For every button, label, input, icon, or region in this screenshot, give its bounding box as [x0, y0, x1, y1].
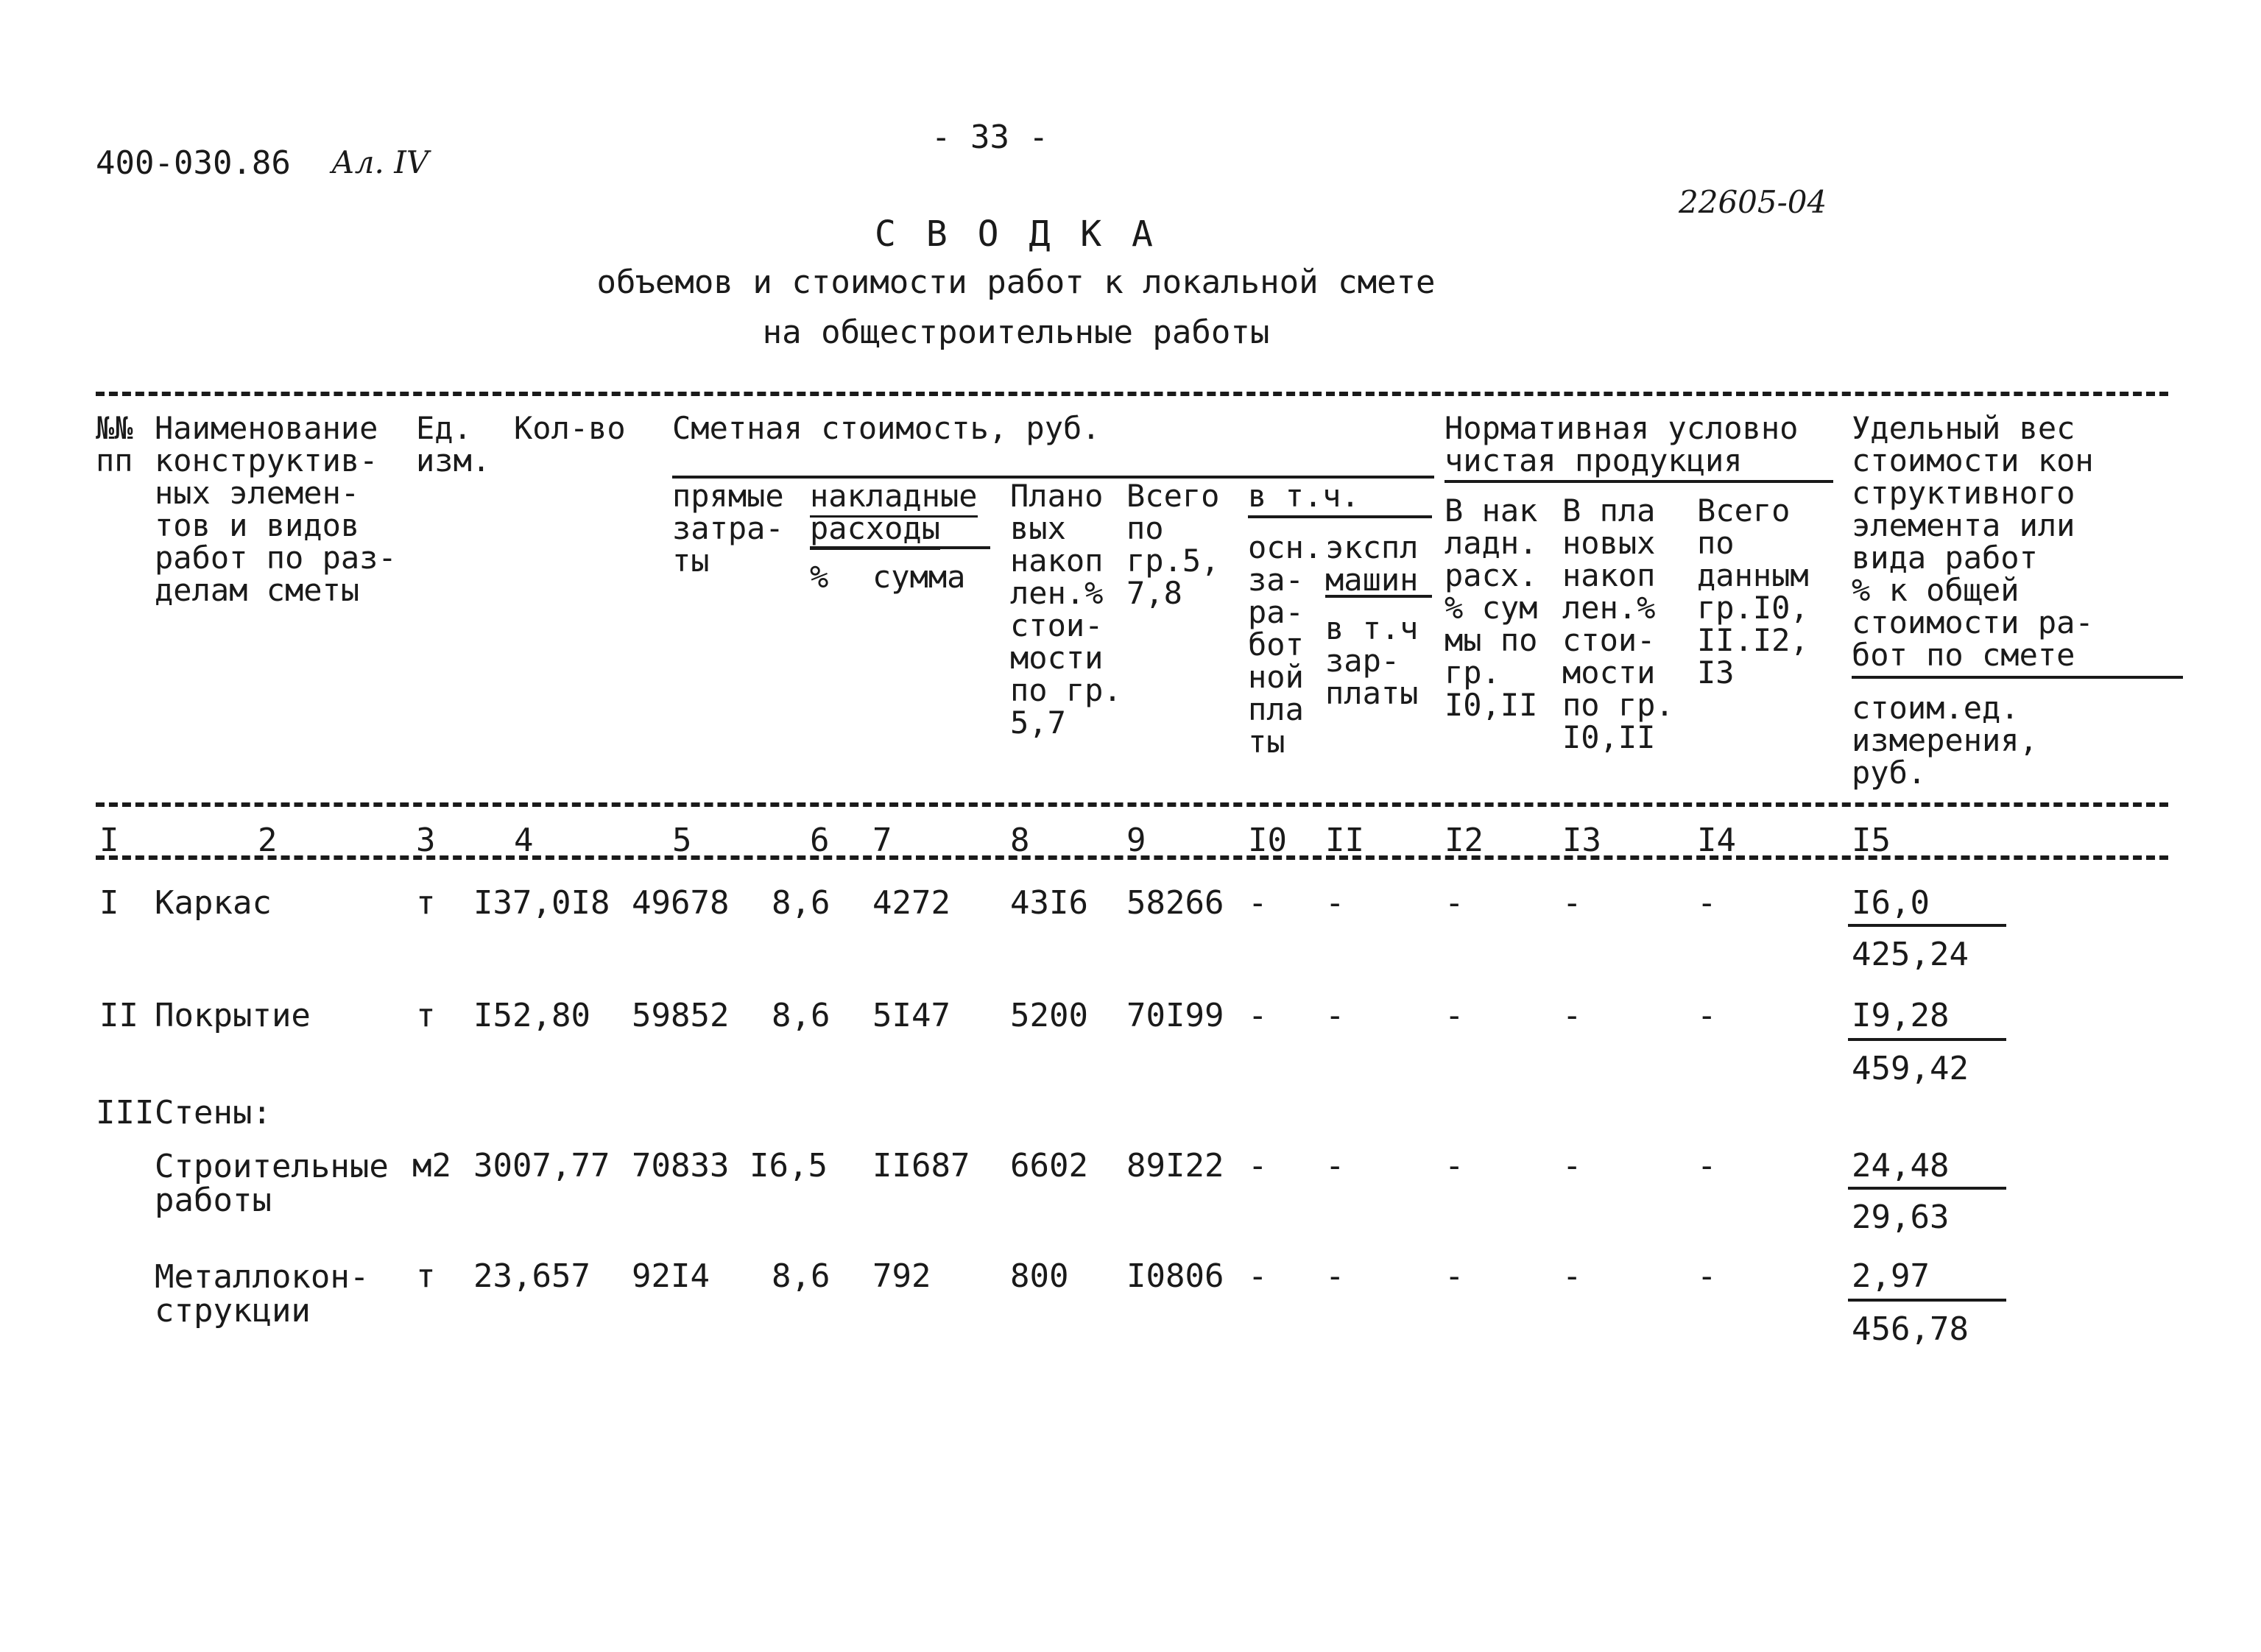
row2-unit: т: [416, 997, 436, 1034]
row5-qty: 23,657: [473, 1257, 590, 1295]
row1-direct: 49678: [632, 884, 730, 922]
colnum-14: I4: [1697, 822, 1736, 859]
row1-unit-cost: 425,24: [1852, 936, 1969, 973]
row2-planned: 5200: [1010, 997, 1088, 1034]
header-incl: [1248, 480, 1360, 512]
row1-num: I: [99, 884, 119, 922]
colnum-2: 2: [258, 822, 278, 859]
row1-unit: т: [416, 884, 436, 922]
incl-rule: [1248, 515, 1432, 518]
header-bottom-rule: [96, 802, 2168, 807]
row4-sum: II687: [872, 1147, 970, 1185]
row5-c14: -: [1697, 1257, 1717, 1295]
colnum-11: II: [1325, 822, 1364, 859]
handwritten-number: 22605-04: [1679, 184, 1827, 220]
row4-c10: -: [1248, 1147, 1268, 1185]
row2-name: Покрытие: [155, 997, 311, 1034]
colnum-12: I2: [1445, 822, 1484, 859]
header-unit-cost: стоим.ед. измерения, руб.: [1852, 690, 2038, 791]
header-overhead-pct: %: [810, 559, 829, 595]
row2-c11: -: [1325, 997, 1345, 1034]
row4-c11: -: [1325, 1147, 1345, 1185]
machines-rule: [1325, 595, 1432, 598]
doc-title: С В О Д К А: [875, 213, 1157, 255]
row1-fraction-line: [1848, 924, 2006, 927]
header-npc-total: Всего по данным гр.I0, II.I2, I3: [1697, 493, 1809, 691]
row4-c13: -: [1562, 1147, 1582, 1185]
colnum-10: I0: [1248, 822, 1287, 859]
colnum-9: 9: [1126, 822, 1146, 859]
row5-total: I0806: [1126, 1257, 1224, 1295]
row5-c13: -: [1562, 1257, 1582, 1295]
row2-c10: -: [1248, 997, 1268, 1034]
table-top-rule: [96, 392, 2168, 396]
page-number: - 33 -: [931, 119, 1048, 156]
header-npc-overhead: В нак ладн. расх. % сум мы по гр. I0,II: [1445, 493, 1538, 723]
row5-c12: -: [1445, 1257, 1464, 1295]
colnum-3: 3: [416, 822, 436, 859]
doc-code: 400-030.86: [96, 144, 291, 182]
row5-sum: 792: [872, 1257, 931, 1295]
row2-c14: -: [1697, 997, 1717, 1034]
doc-subtitle-1: объемов и стоимости работ к локальной смете: [596, 264, 1436, 301]
row4-planned: 6602: [1010, 1147, 1088, 1185]
row3-name: Стены:: [155, 1094, 272, 1132]
row5-pct: 8,6: [772, 1257, 830, 1295]
row5-name: Металлокон- струкции: [155, 1258, 370, 1330]
header-base-pay: осн. за- ра- бот ной пла ты: [1248, 529, 1323, 760]
row1-c13: -: [1562, 884, 1582, 922]
row5-c10: -: [1248, 1257, 1268, 1295]
row2-c13: -: [1562, 997, 1582, 1034]
colnum-5: 5: [672, 822, 692, 859]
row3-num: III: [96, 1094, 155, 1132]
header-overhead-label: накладные расходы: [810, 478, 978, 550]
colnum-bottom-rule: [96, 855, 2168, 860]
row4-unit-cost: 29,63: [1852, 1199, 1950, 1236]
colnum-6: 6: [810, 822, 830, 859]
header-incl-label: в т.ч.: [1248, 478, 1360, 518]
row1-c10: -: [1248, 884, 1268, 922]
row2-num: II: [99, 997, 138, 1034]
row2-pct: 8,6: [772, 997, 830, 1034]
row5-unit: т: [416, 1257, 436, 1295]
row4-name: Строительные работы: [155, 1148, 389, 1219]
header-unit: Ед. изм.: [416, 410, 491, 479]
row1-planned: 43I6: [1010, 884, 1088, 922]
row4-total: 89I22: [1126, 1147, 1224, 1185]
row2-share: I9,28: [1852, 997, 1950, 1034]
colnum-7: 7: [872, 822, 892, 859]
header-name: Наименование конструктив- ных элемен- тов и видов работ по раз- делам сметы: [155, 410, 397, 608]
row1-pct: 8,6: [772, 884, 830, 922]
header-direct: прямые затра- ты: [672, 478, 784, 579]
row1-name: Каркас: [155, 884, 272, 922]
colnum-8: 8: [1010, 822, 1030, 859]
colnum-13: I3: [1562, 822, 1601, 859]
row2-qty: I52,80: [473, 997, 590, 1034]
row2-sum: 5I47: [872, 997, 950, 1034]
overhead-rule: [810, 546, 990, 549]
row4-share: 24,48: [1852, 1147, 1950, 1185]
row4-pct: I6,5: [749, 1147, 828, 1185]
row5-c11: -: [1325, 1257, 1345, 1295]
header-npc-group: Нормативная условно чистая продукция: [1445, 410, 1799, 479]
row1-total: 58266: [1126, 884, 1224, 922]
row1-c14: -: [1697, 884, 1717, 922]
row4-unit: м2: [412, 1147, 451, 1185]
row5-planned: 800: [1010, 1257, 1069, 1295]
row1-qty: I37,0I8: [473, 884, 610, 922]
row4-c14: -: [1697, 1147, 1717, 1185]
row4-fraction-line: [1848, 1187, 2006, 1190]
album-mark: Ал. IV: [331, 144, 429, 180]
header-share: Удельный вес стоимости кон структивного элемента или вида работ % к общей стоимости ра- бот по смете: [1852, 410, 2094, 673]
row4-direct: 70833: [632, 1147, 730, 1185]
row4-c12: -: [1445, 1147, 1464, 1185]
header-estimate-group: Сметная стоимость, руб.: [672, 410, 1101, 446]
row1-c11: -: [1325, 884, 1345, 922]
colnum-4: 4: [514, 822, 534, 859]
row1-sum: 4272: [872, 884, 950, 922]
header-num: №№ пп: [96, 410, 133, 479]
row5-share: 2,97: [1852, 1257, 1930, 1295]
row4-qty: 3007,77: [473, 1147, 610, 1185]
colnum-1: I: [99, 822, 119, 859]
share-rule: [1852, 676, 2183, 679]
row5-unit-cost: 456,78: [1852, 1310, 1969, 1348]
header-machines-sub: в т.ч зар- платы: [1325, 610, 1419, 711]
doc-subtitle-2: на общестроительные работы: [762, 314, 1270, 351]
row5-direct: 92I4: [632, 1257, 710, 1295]
row2-direct: 59852: [632, 997, 730, 1034]
header-overhead: [810, 480, 978, 545]
row2-unit-cost: 459,42: [1852, 1050, 1969, 1087]
row2-c12: -: [1445, 997, 1464, 1034]
row2-fraction-line: [1848, 1038, 2006, 1041]
header-overhead-sum: сумма: [872, 559, 966, 595]
row2-total: 70I99: [1126, 997, 1224, 1034]
header-npc-planned: В пла новых накоп лен.% стои- мости по гр. I0,II: [1562, 493, 1674, 755]
row5-fraction-line: [1848, 1299, 2006, 1302]
header-qty: Кол-во: [514, 410, 626, 446]
row1-share: I6,0: [1852, 884, 1930, 922]
colnum-15: I5: [1852, 822, 1891, 859]
row1-c12: -: [1445, 884, 1464, 922]
npc-group-rule: [1445, 480, 1833, 483]
header-machines: экспл машин: [1325, 529, 1419, 598]
header-planned: Плано вых накоп лен.% стои- мости по гр. 5,7: [1010, 478, 1122, 741]
header-total: Всего по гр.5, 7,8: [1126, 478, 1220, 611]
